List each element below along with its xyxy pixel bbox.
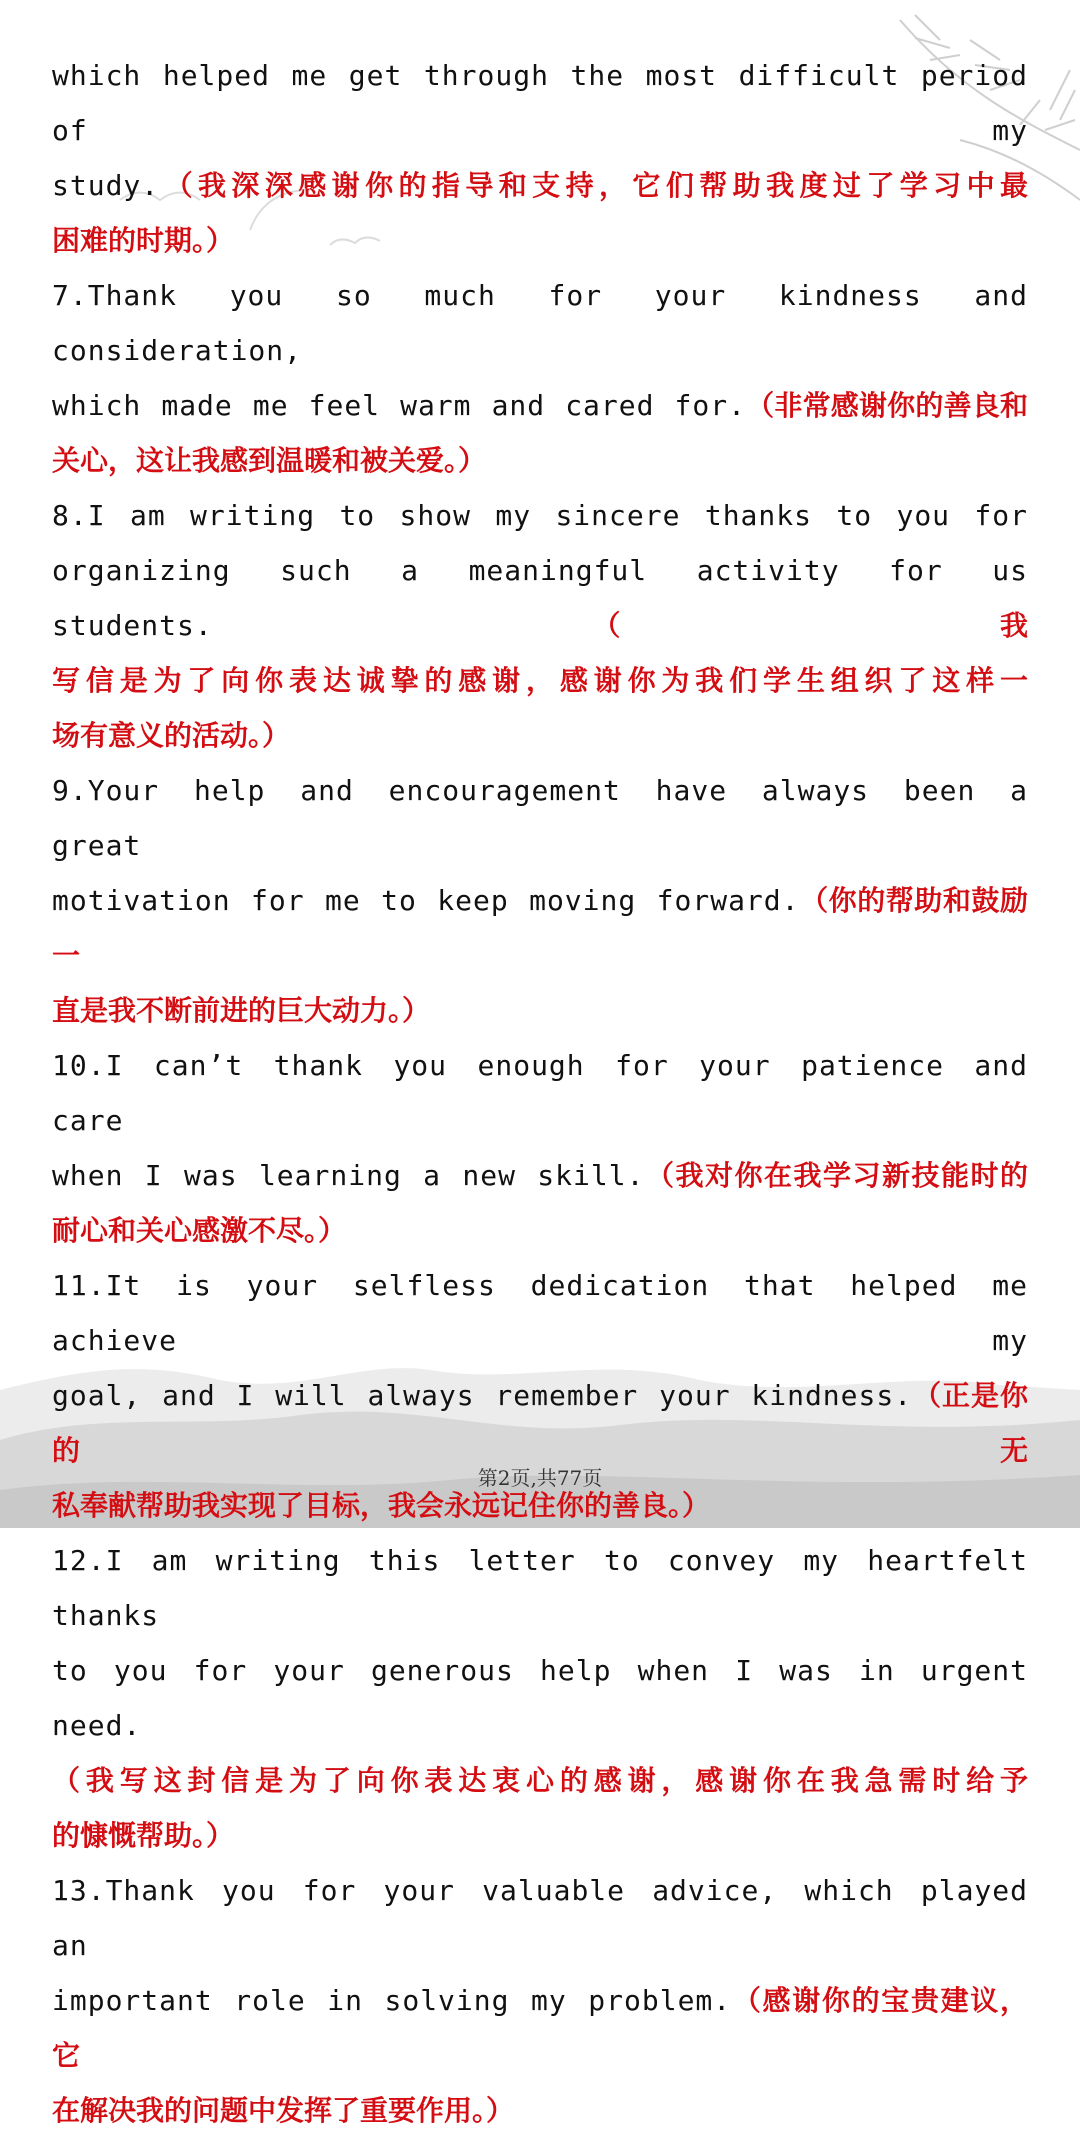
chinese-translation: 私奉献帮助我实现了目标，我会永远记住你的善良。） [52, 1489, 711, 1522]
english-text: which helped me get through the most difficult period of my [52, 59, 1028, 147]
english-text: 13.Thank you for your valuable advice, which played an [52, 1874, 1028, 1962]
line [52, 488, 1028, 543]
line [52, 2083, 1028, 2138]
chinese-translation: 的慷慨帮助。） [52, 1819, 235, 1852]
entry-9 [52, 763, 1028, 1038]
line [52, 378, 1028, 433]
english-text: 8.I am writing to show my sincere thanks to you for [52, 499, 1028, 532]
line [52, 543, 1028, 653]
line [52, 48, 1028, 158]
document-page [52, 48, 1028, 2138]
chinese-translation: 场有意义的活动。） [52, 719, 291, 752]
chinese-translation: 在解决我的问题中发挥了重要作用。） [52, 2094, 515, 2127]
entry-13 [52, 1863, 1028, 2138]
english-text: to you for your generous help when I was in urgent need. [52, 1654, 1028, 1742]
english-text: when I was learning a new skill. [52, 1159, 645, 1192]
chinese-translation: 直是我不断前进的巨大动力。） [52, 994, 431, 1027]
english-text: 9.Your help and encouragement have always been a great [52, 774, 1028, 862]
chinese-translation: （我对你在我学习新技能时的 [644, 1159, 1028, 1192]
line [52, 1973, 1028, 2083]
chinese-translation: （非常感谢你的善良和 [745, 389, 1028, 422]
chinese-translation: 关心，这让我感到温暖和被关爱。） [52, 444, 487, 477]
entry-6-continued [52, 48, 1028, 268]
line [52, 268, 1028, 378]
chinese-translation: 写信是为了向你表达诚挚的感谢，感谢你为我们学生组织了这样一 [52, 664, 1028, 697]
english-text: which made me feel warm and cared for. [52, 389, 746, 422]
line [52, 708, 1028, 763]
line [52, 1038, 1028, 1148]
line [52, 1533, 1028, 1643]
line [52, 1148, 1028, 1203]
line [52, 1753, 1028, 1808]
entry-10 [52, 1038, 1028, 1258]
line [52, 1863, 1028, 1973]
english-text: 11.It is your selfless dedication that helped me achieve my [52, 1269, 1028, 1357]
english-text: study. [52, 169, 160, 202]
line [52, 213, 1028, 268]
page-number-footer: 第2页,共77页 [477, 1466, 603, 1490]
entry-11 [52, 1258, 1028, 1533]
english-text: goal, and I will always remember your kindness. [52, 1379, 913, 1412]
english-text: motivation for me to keep moving forward. [52, 884, 800, 917]
chinese-translation: （你的帮助和鼓励一 [52, 884, 1028, 972]
line [52, 1258, 1028, 1368]
line [52, 983, 1028, 1038]
line [52, 873, 1028, 983]
line [52, 653, 1028, 708]
chinese-translation: （我 [212, 609, 1028, 642]
english-text: 10.I can’t thank you enough for your patience and care [52, 1049, 1028, 1137]
english-text: organizing such a meaningful activity for us students. [52, 554, 1028, 642]
chinese-translation: 耐心和关心感激不尽。） [52, 1214, 347, 1247]
chinese-translation: （我深深感谢你的指导和支持，它们帮助我度过了学习中最 [159, 169, 1028, 202]
english-text: important role in solving my problem. [52, 1984, 732, 2017]
line [52, 433, 1028, 488]
line [52, 1203, 1028, 1258]
chinese-translation: （感谢你的宝贵建议，它 [52, 1984, 1028, 2072]
chinese-translation: （正是你的无 [52, 1379, 1028, 1467]
line [52, 158, 1028, 213]
line [52, 1808, 1028, 1863]
entry-12 [52, 1533, 1028, 1863]
entry-7 [52, 268, 1028, 488]
english-text: 7.Thank you so much for your kindness and consideration, [52, 279, 1028, 367]
chinese-translation: 困难的时期。） [52, 224, 235, 257]
line [52, 763, 1028, 873]
english-text: 12.I am writing this letter to convey my heartfelt thanks [52, 1544, 1028, 1632]
chinese-translation: （我写这封信是为了向你表达衷心的感谢，感谢你在我急需时给予 [52, 1764, 1028, 1797]
line [52, 1643, 1028, 1753]
entry-8 [52, 488, 1028, 763]
